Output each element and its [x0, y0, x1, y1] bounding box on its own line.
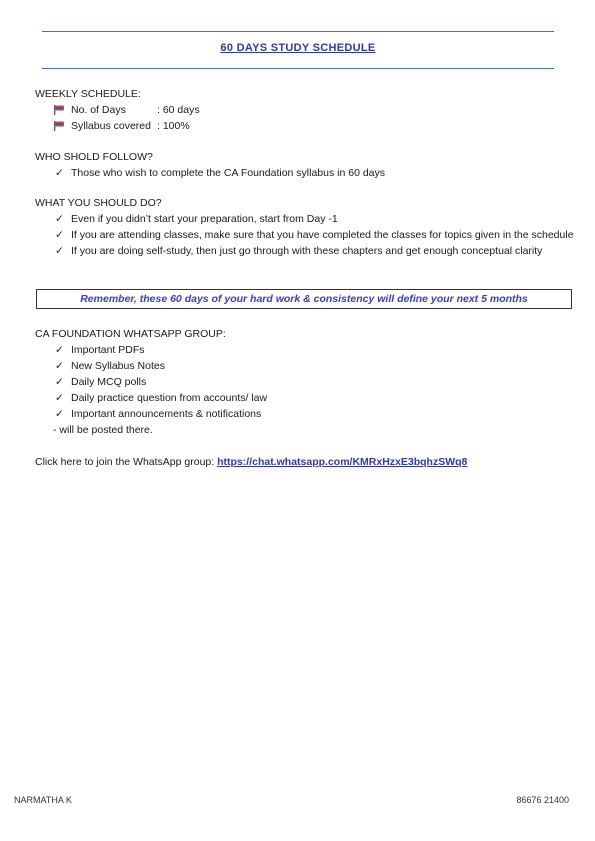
- list-item-text: Important announcements & notifications: [71, 408, 262, 420]
- whatsapp-heading: CA FOUNDATION WHATSAPP GROUP:: [35, 328, 226, 340]
- list-item: [35, 342, 267, 358]
- list-item: [35, 406, 267, 422]
- weekly-section: [35, 86, 200, 134]
- weekly-label: No. of Days: [71, 104, 126, 116]
- check-icon: ✓: [55, 213, 64, 225]
- check-icon: ✓: [55, 167, 64, 179]
- check-icon: ✓: [55, 229, 64, 241]
- footer-name: NARMATHA K: [14, 795, 72, 805]
- list-item-text: If you are attending classes, make sure that you have completed the classes for topics given in the schedule: [71, 229, 574, 241]
- top-rule: [42, 31, 554, 32]
- who-heading: WHO SHOLD FOLLOW?: [35, 151, 153, 163]
- list-item: [35, 165, 385, 181]
- join-line: [35, 454, 467, 470]
- weekly-value: : 60 days: [157, 104, 200, 116]
- list-item: [35, 390, 267, 406]
- weekly-heading: WEEKLY SCHEDULE:: [35, 88, 141, 100]
- list-item: [35, 374, 267, 390]
- weekly-item: [35, 102, 200, 118]
- check-icon: ✓: [55, 408, 64, 420]
- what-section: [35, 195, 580, 259]
- check-icon: ✓: [55, 245, 64, 257]
- list-item-text: If you are doing self-study, then just go through with these chapters and get enough conceptual clarity: [71, 245, 543, 257]
- whatsapp-link[interactable]: https://chat.whatsapp.com/KMRxHzxE3bqhzSWq8: [217, 456, 468, 468]
- footer-phone: 86676 21400: [516, 795, 569, 805]
- page-title: 60 DAYS STUDY SCHEDULE: [220, 42, 376, 54]
- weekly-value: : 100%: [157, 120, 190, 132]
- check-icon: ✓: [55, 376, 64, 388]
- list-item-text: Those who wish to complete the CA Foundation syllabus in 60 days: [71, 167, 386, 179]
- who-section: [35, 149, 385, 181]
- flag-icon: [53, 105, 65, 115]
- list-item: [35, 227, 580, 243]
- check-icon: ✓: [55, 392, 64, 404]
- list-item: [35, 211, 580, 227]
- whatsapp-section: [35, 326, 267, 438]
- list-item-text: Important PDFs: [71, 344, 145, 356]
- bottom-rule: [42, 68, 554, 69]
- check-icon: ✓: [55, 344, 64, 356]
- check-icon: ✓: [55, 360, 64, 372]
- list-item: [35, 358, 267, 374]
- list-item-text: Daily MCQ polls: [71, 376, 147, 388]
- list-item-text: Even if you didn’t start your preparation, start from Day -1: [71, 213, 338, 225]
- weekly-label: Syllabus covered: [71, 120, 151, 132]
- list-item-text: Daily practice question from accounts/ law: [71, 392, 268, 404]
- what-heading: WHAT YOU SHOULD DO?: [35, 197, 162, 209]
- list-item-text: New Syllabus Notes: [71, 360, 165, 372]
- join-text: Click here to join the WhatsApp group:: [35, 456, 218, 468]
- whatsapp-note: - will be posted there.: [53, 424, 153, 436]
- list-item: [35, 243, 580, 259]
- weekly-item: [35, 118, 200, 134]
- callout-box: Remember, these 60 days of your hard work & consistency will define your next 5 months: [36, 289, 572, 309]
- flag-icon: [53, 121, 65, 131]
